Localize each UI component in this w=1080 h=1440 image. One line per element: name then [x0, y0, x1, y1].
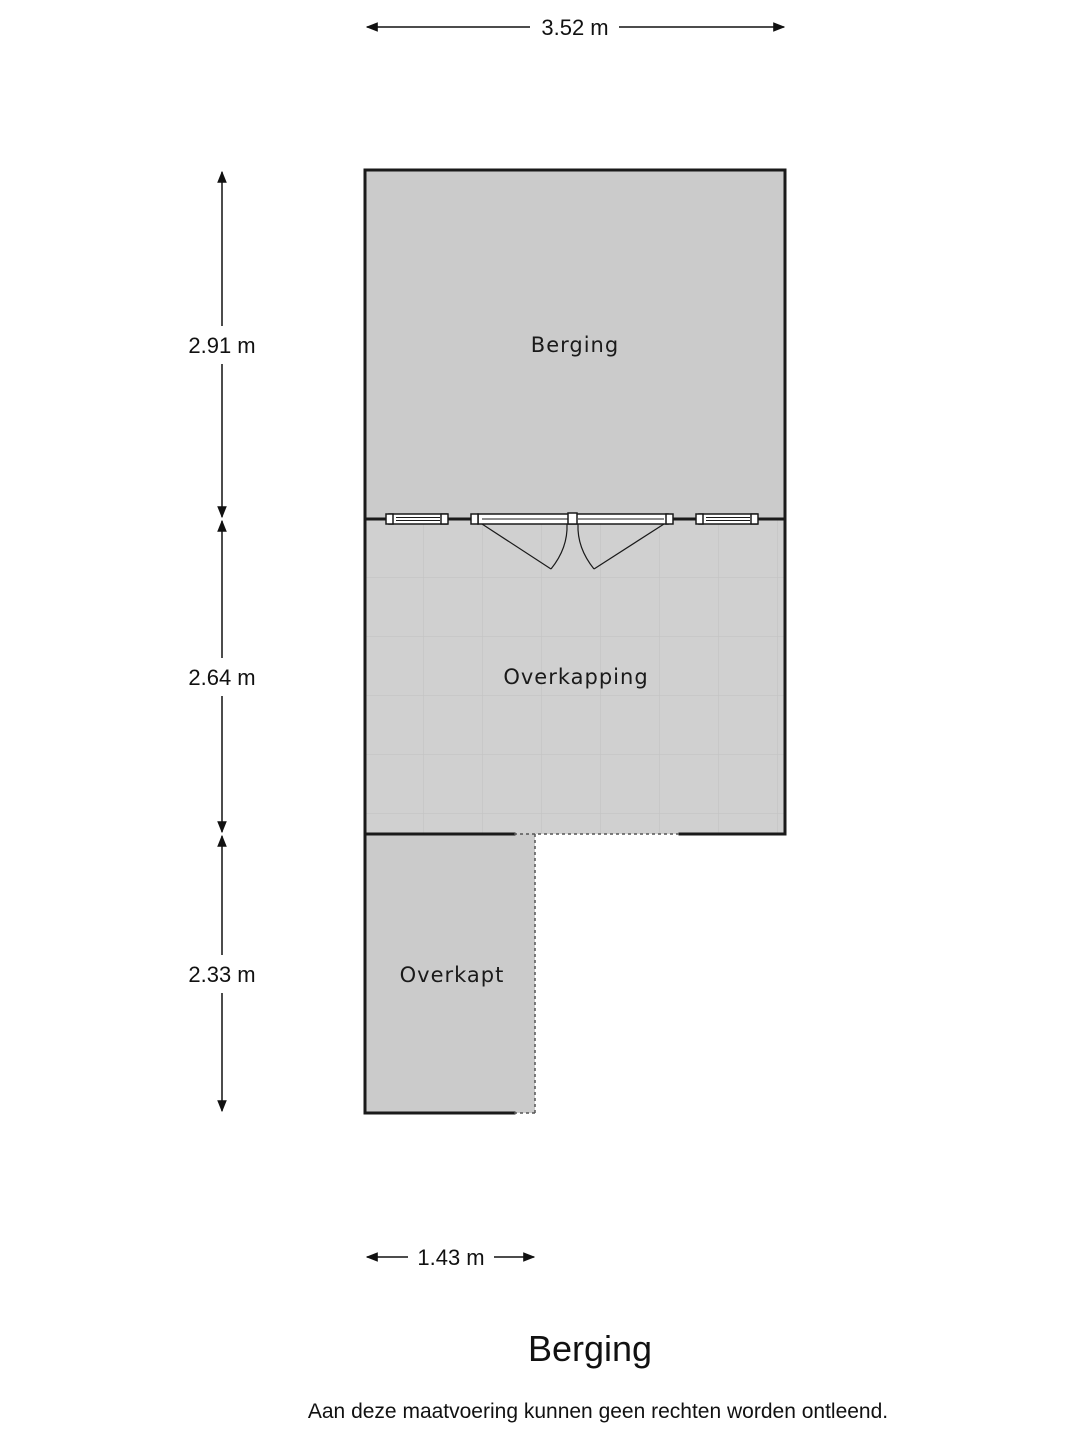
- dimension-overkapping-depth: [188, 521, 255, 832]
- dimension-berging-depth: [188, 172, 255, 517]
- plan-disclaimer: Aan deze maatvoering kunnen geen rechten worden ontleend.: [307, 1400, 889, 1423]
- dim-berging-depth-label: 2.91 m: [188, 333, 256, 358]
- label-berging: Berging: [530, 333, 620, 357]
- window-left: [386, 514, 448, 524]
- dim-overkapping-depth-label: 2.64 m: [188, 665, 256, 690]
- dimension-overkapt-depth: [188, 836, 255, 1111]
- dim-top-width-label: 3.52 m: [541, 15, 609, 40]
- dimension-bottom-width: [367, 1245, 534, 1270]
- dim-overkapt-depth-label: 2.33 m: [188, 962, 256, 987]
- open-edges: [514, 834, 680, 1113]
- label-overkapt: Overkapt: [399, 963, 505, 987]
- label-overkapping: Overkapping: [503, 665, 649, 689]
- dimension-top-width: [367, 15, 784, 40]
- window-right: [696, 514, 758, 524]
- dim-bottom-width-label: 1.43 m: [417, 1245, 485, 1270]
- plan-title: Berging: [527, 1328, 653, 1369]
